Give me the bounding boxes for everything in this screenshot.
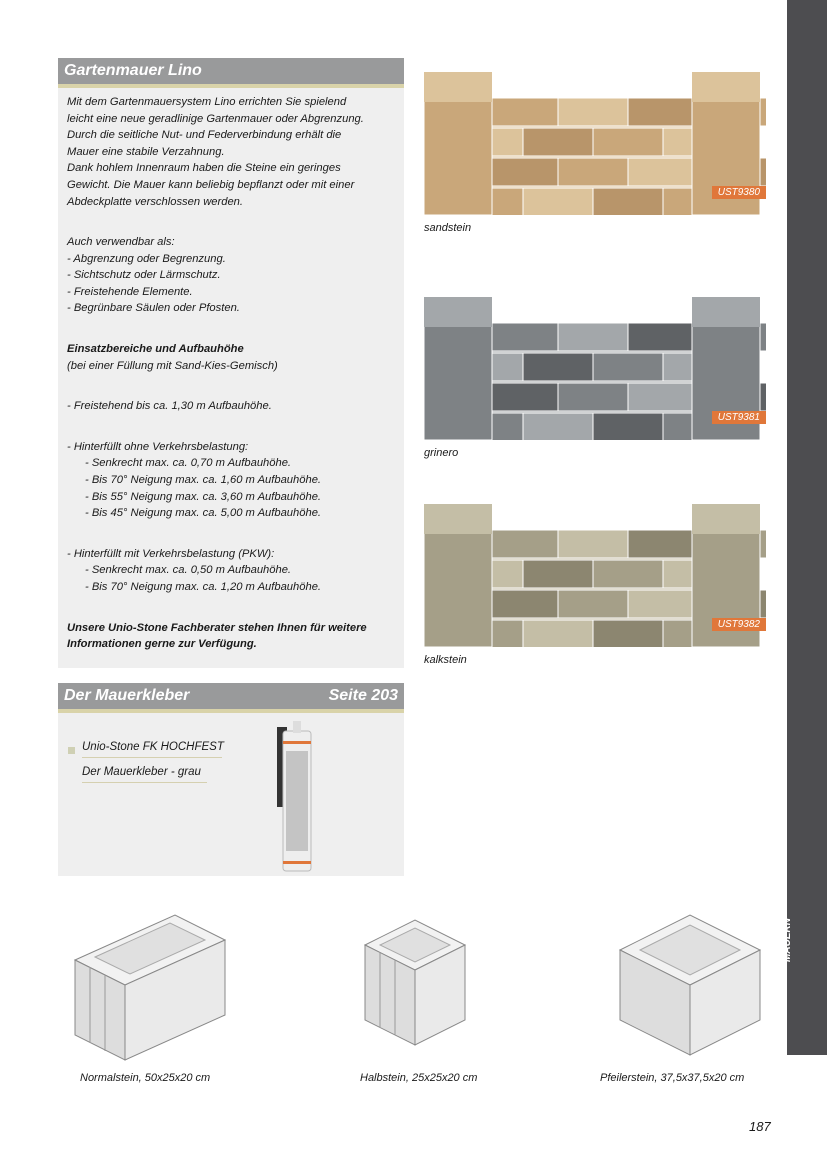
cartridge-image	[273, 721, 323, 876]
uses-title: Auch verwendbar als:	[67, 236, 175, 248]
lino-panel	[58, 58, 404, 668]
kleber-title: Der Mauerkleber	[64, 687, 190, 704]
section-tab-label: BETONWERKSTEIN- MAUERN	[770, 890, 793, 990]
stone-drawing	[55, 905, 245, 1065]
color-label: sandstein	[424, 222, 472, 234]
no-traffic-item: - Bis 70° Neigung max. ca. 1,60 m Aufbauhöhe.	[85, 473, 322, 486]
photo-frame	[418, 283, 766, 440]
stone-caption: Pfeilerstein, 37,5x37,5x20 cm	[600, 1072, 745, 1084]
kleber-description: Der Mauerkleber - grau	[82, 766, 207, 783]
product-code-badge: UST9381	[712, 411, 766, 424]
photo-frame	[418, 58, 766, 215]
lino-title: Gartenmauer Lino	[64, 62, 202, 79]
bullet-icon	[68, 747, 75, 754]
stone-caption: Normalstein, 50x25x20 cm	[80, 1072, 211, 1084]
page-number: 187	[749, 1119, 771, 1134]
areas-title: Einsatzbereiche und Aufbauhöhe	[67, 343, 244, 355]
traffic-title: - Hinterfüllt mit Verkehrsbelastung (PKW):	[67, 547, 275, 560]
use-item: - Begrünbare Säulen oder Pfosten.	[67, 302, 240, 315]
kleber-panel	[58, 683, 404, 876]
color-label: grinero	[424, 447, 459, 459]
product-code-badge: UST9382	[712, 618, 766, 631]
no-traffic-item: - Bis 45° Neigung max. ca. 5,00 m Aufbauhöhe.	[85, 507, 322, 520]
no-traffic-title: - Hinterfüllt ohne Verkehrsbelastung:	[67, 440, 249, 453]
stone-caption: Halbstein, 25x25x20 cm	[360, 1072, 478, 1084]
kleber-header	[58, 683, 404, 713]
photo-frame	[418, 490, 766, 647]
areas-block	[67, 341, 402, 653]
uses-block	[67, 234, 402, 317]
no-traffic-item: - Bis 55° Neigung max. ca. 3,60 m Aufbauhöhe.	[85, 490, 322, 503]
traffic-item: - Bis 70° Neigung max. ca. 1,20 m Aufbauhöhe.	[85, 580, 322, 593]
use-item: - Sichtschutz oder Lärmschutz.	[67, 269, 221, 282]
stone-drawing	[610, 905, 800, 1065]
kleber-product: Unio-Stone FK HOCHFEST	[82, 741, 222, 758]
use-item: - Freistehende Elemente.	[67, 285, 193, 298]
product-code-badge: UST9380	[712, 186, 766, 199]
kleber-page-ref[interactable]: Seite 203	[328, 687, 398, 704]
lino-intro: Mit dem Gartenmauersystem Lino errichten Sie spielend leicht eine neue geradlinige Gartenmauer oder Abgrenzung. Durch die seitliche Nut- und Federverbindung erhält die Mauer eine stabile Verzahnung. Dank hohlem Innenraum haben die Steine ein geringes Gewicht. Die Mauer kann beliebig bepflanzt oder mit einer Abdeckplatte verschlossen werden.	[67, 96, 364, 208]
advisor-note: Unsere Unio-Stone Fachberater stehen Ihnen für weitere Informationen gerne zur Verfügung.	[67, 621, 367, 651]
lino-header	[58, 58, 404, 88]
freestanding-text: - Freistehend bis ca. 1,30 m Aufbauhöhe.	[67, 400, 272, 413]
areas-subtitle: (bei einer Füllung mit Sand-Kies-Gemisch)	[67, 359, 278, 372]
color-label: kalkstein	[424, 654, 467, 666]
stone-drawing	[355, 905, 545, 1065]
traffic-item: - Senkrecht max. ca. 0,50 m Aufbauhöhe.	[85, 564, 292, 577]
no-traffic-item: - Senkrecht max. ca. 0,70 m Aufbauhöhe.	[85, 457, 292, 470]
use-item: - Abgrenzung oder Begrenzung.	[67, 252, 226, 265]
